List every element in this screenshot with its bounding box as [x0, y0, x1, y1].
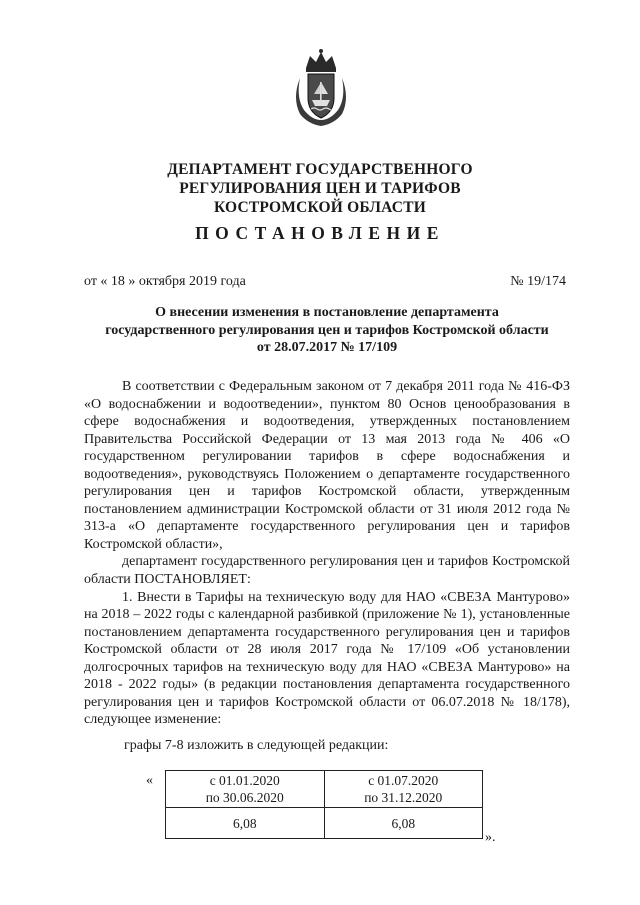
tariff-table [165, 770, 483, 839]
subject-line: государственного регулирования цен и тарифов Костромской области [105, 322, 549, 338]
document-number: № 19/174 [510, 274, 566, 289]
tariff-value: 6,08 [324, 808, 483, 839]
period-from: с 01.07.2020 [368, 773, 439, 788]
document-subject [84, 304, 570, 357]
subject-line: от 28.07.2017 № 17/109 [256, 340, 398, 355]
table-row [166, 771, 483, 808]
department-line: ДЕПАРТАМЕНТ ГОСУДАРСТВЕННОГО [167, 161, 473, 178]
department-line: РЕГУЛИРОВАНИЯ ЦЕН И ТАРИФОВ [179, 180, 461, 197]
table-row [166, 808, 483, 839]
department-line: КОСТРОМСКОЙ ОБЛАСТИ [213, 199, 426, 216]
period-cell [166, 771, 325, 808]
body-paragraph: департамент государственного регулирования цен и тарифов Костромской области ПОСТАНОВЛЯЕТ: [84, 554, 570, 588]
period-cell [324, 771, 483, 808]
body-paragraph: В соответствии с Федеральным законом от 7 декабря 2011 года № 416-ФЗ «О водоснабжении и водоотведении», пунктом 80 Основ ценообразования в сфере водоснабжения и водоотведения, утвержденных постановлением Правительства Российской Федерации от 13 мая 2013 года № 406 «О государственном регулировании тарифов в сфере водоснабжения и водоотведения», руководствуясь Положением о департаменте государственного регулирования цен и тарифов Костромской области, утвержденным постановлением администрации Костромской области от 31 июля 2012 года № 313-а «О департаменте государственного регулирования цен и тарифов Костромской области», [84, 379, 570, 552]
document-body [84, 378, 570, 729]
coat-of-arms-icon [290, 48, 352, 128]
quote-open: « [146, 773, 153, 788]
subject-line: О внесении изменения в постановление департамента [155, 305, 499, 320]
date-number-row [84, 273, 566, 291]
period-to: по 30.06.2020 [205, 790, 284, 805]
table-instruction: графы 7-8 изложить в следующей редакции: [124, 738, 389, 753]
period-from: с 01.01.2020 [209, 773, 280, 788]
quote-close: ». [485, 830, 496, 845]
period-to: по 31.12.2020 [364, 790, 443, 805]
tariff-value: 6,08 [166, 808, 325, 839]
department-name [60, 160, 580, 217]
body-paragraph: 1. Внести в Тарифы на техническую воду для НАО «СВЕЗА Мантурово» на 2018 – 2022 годы с календарной разбивкой (приложение № 1), установленные постановлением департамента государственного регулирования цен и тарифов Костромской области от 28 июля 2017 года № 17/109 «Об установлении долгосрочных тарифов на техническую воду для НАО «СВЕЗА Мантурово» на 2018 - 2022 годы» (в редакции постановления департамента государственного регулирования цен и тарифов Костромской области от 06.07.2018 № 18/178), следующее изменение: [84, 589, 570, 728]
document-type: ПОСТАНОВЛЕНИЕ [195, 223, 445, 243]
document-date: от « 18 » октября 2019 года [84, 274, 246, 289]
